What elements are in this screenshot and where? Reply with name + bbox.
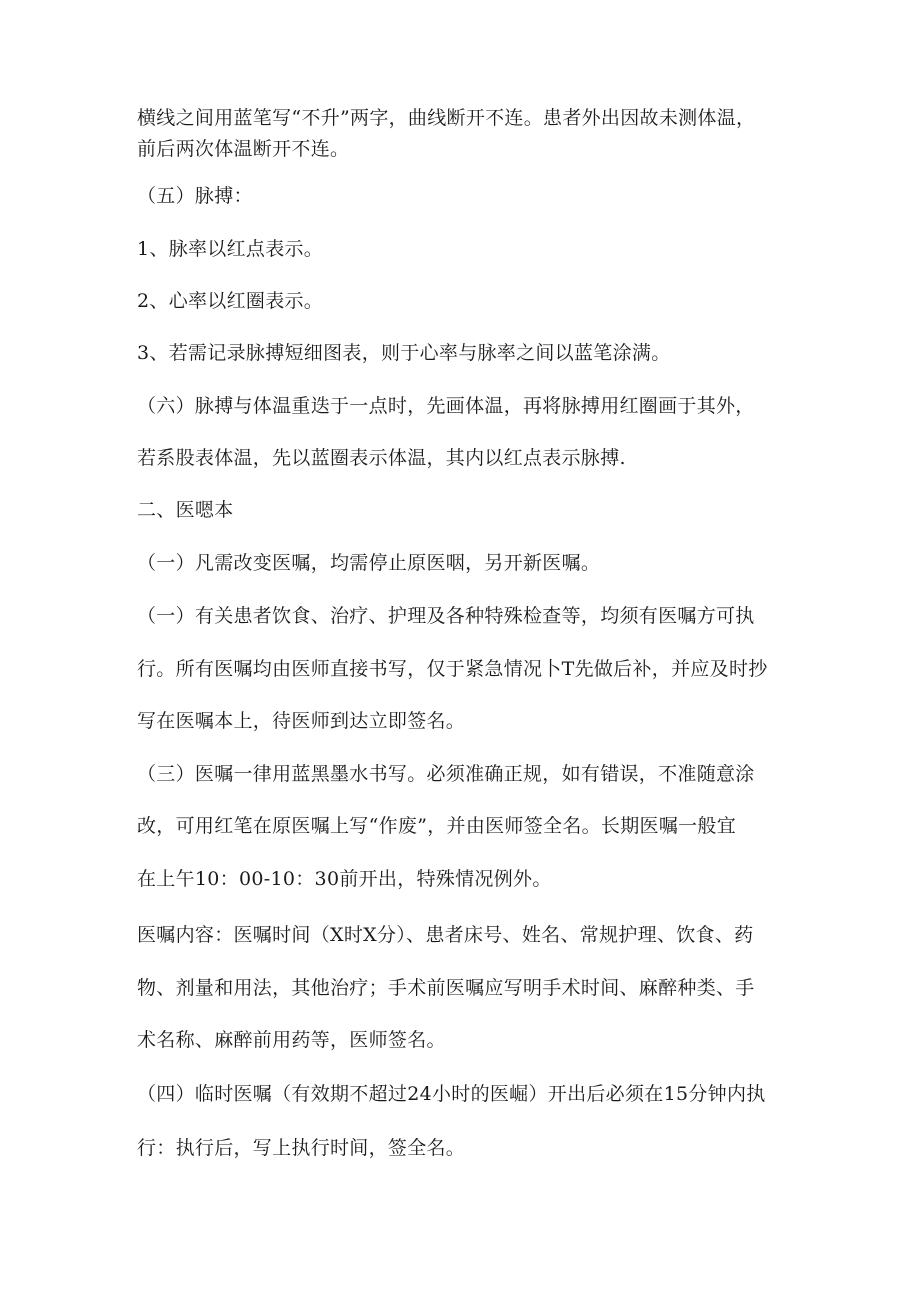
text-line: （三）医嘱一律用蓝黑墨水书写。必须准确正规，如有错误，不准随意涂 <box>137 763 755 785</box>
text-line: （一）凡需改变医嘱，均需停止原医咽，另开新医嘱。 <box>137 552 601 574</box>
list-item: 3、若需记录脉搏短细图表，则于心率与脉率之间以蓝笔涂满。 <box>137 342 671 364</box>
text-line: 横线之间用蓝笔写“不升”两字，曲线断开不连。患者外出因故未测体温， <box>137 107 756 129</box>
text-line: 术名称、麻醉前用药等，医师签名。 <box>137 1029 446 1051</box>
text-line: 在上午10：00-10：30前开出，特殊情况例外。 <box>137 868 552 890</box>
text-line: 若系股表体温，先以蓝圈表示体温，其内以红点表示脉搏. <box>137 447 626 469</box>
text-line: 改，可用红笔在原医嘱上写“作废”，并由医师签全名。长期医嘱一般宜 <box>137 815 737 837</box>
text-line: 写在医嘱本上，待医师到达立即签名。 <box>137 710 466 732</box>
list-item: 1、脉率以红点表示。 <box>137 238 324 260</box>
text-line: 行：执行后，写上执行时间，签全名。 <box>137 1137 466 1159</box>
text-line: 医嘱内容：医嘱时间（X时X分）、患者床号、姓名、常规护理、饮食、药 <box>137 924 754 946</box>
text-line: （一）有关患者饮食、治疗、护理及各种特殊检查等，均须有医嘱方可执 <box>137 605 755 627</box>
text-line: 行。所有医嘱均由医师直接书写，仅于紧急情况卜T先做后补，并应及时抄 <box>137 658 768 680</box>
section-heading: （五）脉搏： <box>137 185 253 207</box>
text-line: （四）临时医嘱（有效期不超过24小时的医崛）开出后必须在15分钟内执 <box>137 1083 766 1105</box>
list-item: 2、心率以红圈表示。 <box>137 290 324 312</box>
text-line: （六）脉搏与体温重迭于一点时，先画体温，再将脉搏用红圈画于其外， <box>137 395 755 417</box>
section-heading: 二、医嗯本 <box>137 499 234 521</box>
text-line: 物、剂量和用法，其他治疗；手术前医嘱应写明手术时间、麻醉种类、手 <box>137 977 755 999</box>
text-line: 前后两次体温断开不连。 <box>137 138 350 160</box>
